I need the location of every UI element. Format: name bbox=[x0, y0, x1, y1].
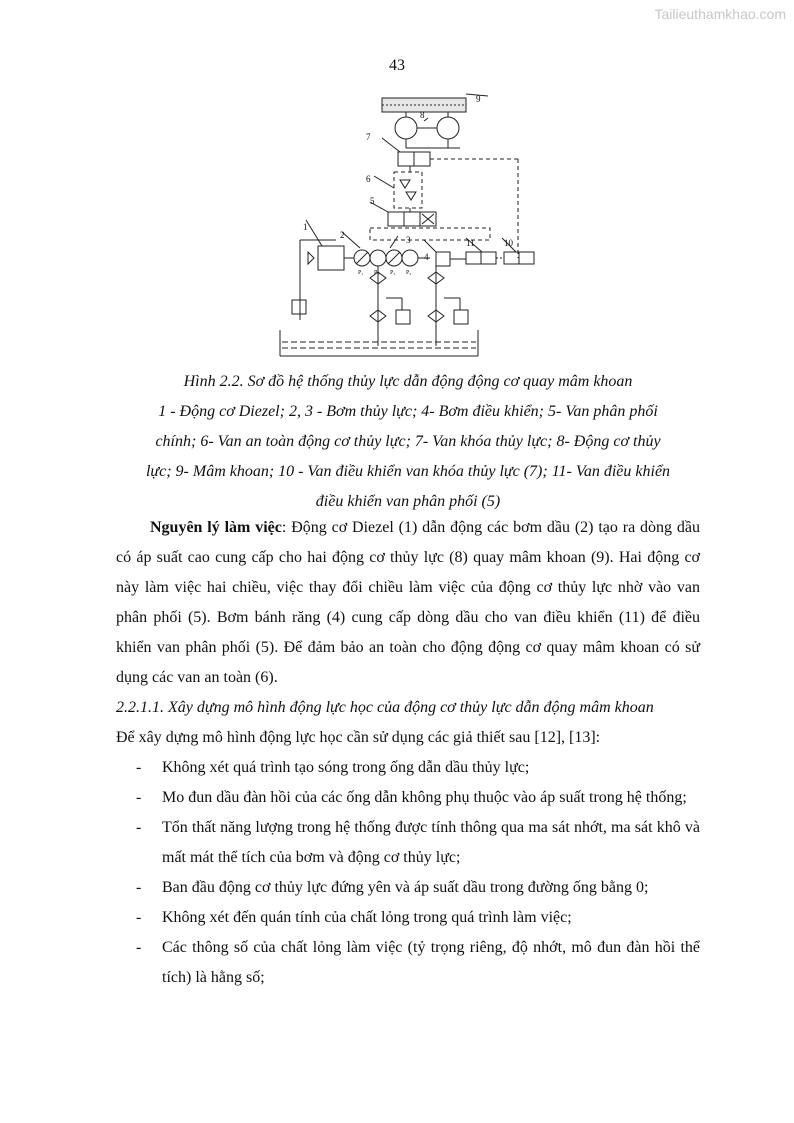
caption-line: điều khiển van phân phối (5) bbox=[315, 493, 501, 510]
assumption-list bbox=[116, 753, 700, 993]
body-text bbox=[116, 513, 700, 993]
figure-label: 8 bbox=[420, 110, 425, 120]
caption-line: chính; 6- Van an toàn động cơ thủy lực; 7- Van khóa thủy lực; 8- Động cơ thủy bbox=[155, 433, 661, 450]
page-number: 43 bbox=[389, 57, 405, 74]
list-item: - Không xét quá trình tạo sóng trong ống dẫn dầu thủy lực; bbox=[136, 759, 530, 776]
principle-text: : Động cơ Diezel (1) dẫn động các bơm dầu (2) tạo ra dòng dầu có áp suất cao cung cấp cho hai động cơ thủy lực (8) quay mâm khoan (9). Hai động cơ này làm việc hai chiều, việc thay đổi chiều làm việc của động cơ thủy lực nhờ vào van phân phối (5). Bơm bánh răng (4) cung cấp dòng dầu cho van điều khiển (11) để điều khiển van phân phối (5). Để đảm bảo an toàn cho động động cơ quay mâm khoan có sử dụng các van an toàn (6). bbox=[116, 519, 700, 686]
figure-caption bbox=[116, 367, 700, 517]
figure-label: 7 bbox=[366, 132, 371, 142]
pumps-symbol bbox=[342, 232, 430, 266]
list-item: - Tổn thất năng lượng trong hệ thống được tính thông qua ma sát nhớt, ma sát khô và mất mát thể tích của bơm và động cơ thủy lực; bbox=[136, 819, 700, 866]
principle-paragraph bbox=[116, 513, 700, 693]
pressure-label: P₄ bbox=[406, 270, 412, 276]
figure-label: 1 bbox=[303, 222, 308, 232]
main-valve-symbol bbox=[370, 166, 490, 240]
principle-label: Nguyên lý làm việc bbox=[150, 519, 282, 536]
figure-label: 9 bbox=[476, 94, 481, 104]
intro-text: Để xây dựng mô hình động lực học cần sử dụng các giả thiết sau [12], [13]: bbox=[116, 729, 601, 746]
section-heading: 2.2.1.1. Xây dựng mô hình động lực học của động cơ thủy lực dẫn động mâm khoan bbox=[116, 699, 654, 716]
control-pump-symbol bbox=[424, 240, 466, 266]
figure-label: 2 bbox=[340, 230, 345, 240]
figure-label: 4 bbox=[424, 252, 429, 262]
hydraulic-motors-symbol bbox=[395, 112, 460, 148]
caption-line: 1 - Động cơ Diezel; 2, 3 - Bơm thủy lực; 4- Bơm điều khiển; 5- Van phân phối bbox=[158, 403, 658, 420]
diesel-engine-symbol bbox=[300, 220, 344, 320]
list-item: - Ban đầu động cơ thủy lực đứng yên và áp suất dầu trong đường ống bằng 0; bbox=[136, 879, 649, 896]
control-valves-symbol bbox=[466, 238, 534, 264]
filters-symbol bbox=[292, 266, 468, 346]
pressure-label: P₃ bbox=[390, 270, 396, 276]
tank-symbol bbox=[280, 330, 478, 356]
figure-label: 11 bbox=[466, 238, 475, 248]
figure-label: 6 bbox=[366, 174, 371, 184]
pressure-label: P₂ bbox=[374, 270, 380, 276]
watermark: Tailieuthamkhao.com bbox=[654, 6, 786, 22]
caption-line: lực; 9- Mâm khoan; 10 - Van điều khiển van khóa thủy lực (7); 11- Van điều khiển bbox=[145, 463, 671, 480]
figure-label: 3 bbox=[406, 235, 411, 245]
list-item: - Không xét đến quán tính của chất lỏng trong quá trình làm việc; bbox=[136, 909, 572, 926]
figure-label: 10 bbox=[504, 238, 513, 248]
list-item: - Mo đun dầu đàn hồi của các ống dẫn không phụ thuộc vào áp suất trong hệ thống; bbox=[136, 789, 687, 806]
figure-label: 5 bbox=[370, 196, 375, 206]
list-item: - Các thông số của chất lỏng làm việc (tỷ trọng riêng, độ nhớt, mô đun đàn hồi thể tích) là hằng số; bbox=[136, 939, 700, 986]
turntable-symbol bbox=[382, 94, 488, 112]
caption-title: Hình 2.2. Sơ đồ hệ thống thủy lực dẫn động động cơ quay mâm khoan bbox=[183, 373, 633, 390]
pressure-label: P₁ bbox=[358, 270, 364, 276]
hydraulic-diagram bbox=[270, 88, 540, 360]
relief-valve-block-symbol bbox=[374, 172, 422, 208]
